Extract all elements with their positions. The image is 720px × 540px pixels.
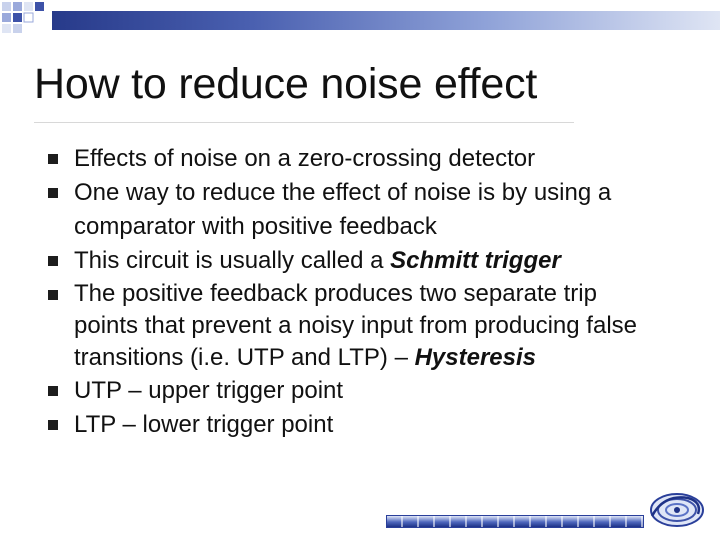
square-bullet-icon [48, 386, 58, 396]
bullet-emphasis: Hysteresis [414, 344, 537, 371]
swirl-globe-logo-icon [644, 490, 706, 530]
bullet-text: LTP – lower trigger point [74, 411, 334, 438]
bullet-list [42, 142, 662, 442]
bullet-item [42, 374, 662, 408]
bullet-item [42, 176, 662, 244]
bullet-text: The positive feedback produces two separate trip points that prevent a noisy input from producing false transitions (i.e. UTP and LTP) – [74, 280, 637, 371]
bullet-item [42, 142, 662, 176]
bullet-text: UTP – upper trigger point [74, 377, 344, 404]
footer-gradient-bar [386, 515, 644, 528]
header-gradient-bar [52, 11, 720, 30]
square-bullet-icon [48, 420, 58, 430]
square-bullet-icon [48, 188, 58, 198]
title-divider [34, 122, 574, 123]
bullet-emphasis: Schmitt trigger [390, 247, 561, 274]
corner-squares-icon [0, 0, 60, 44]
bullet-text: One way to reduce the effect of noise is by using a comparator with positive feedback [74, 179, 612, 240]
bullet-text: Effects of noise on a zero-crossing detector [74, 145, 536, 172]
bullet-text: This circuit is usually called a [74, 247, 391, 274]
square-bullet-icon [48, 154, 58, 164]
bullet-item [42, 408, 662, 442]
square-bullet-icon [48, 290, 58, 300]
bullet-item [42, 244, 662, 278]
slide-title: How to reduce noise effect [34, 60, 538, 108]
bullet-item [42, 278, 662, 374]
square-bullet-icon [48, 256, 58, 266]
